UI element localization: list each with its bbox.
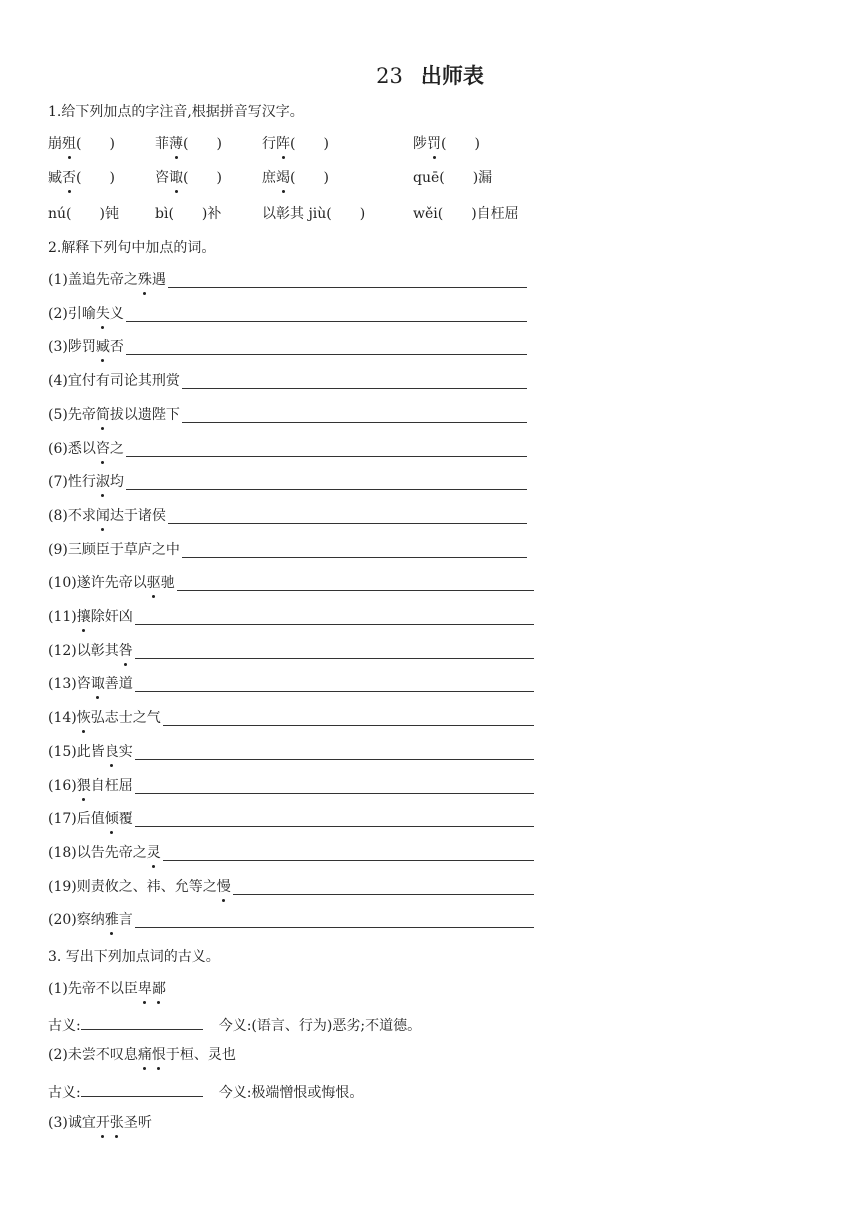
q1-item-dotted-char: 阵: [276, 136, 290, 152]
answer-blank[interactable]: [135, 745, 534, 760]
page-title: [0, 60, 860, 90]
answer-blank[interactable]: [126, 307, 527, 322]
q3-dotted-char: 开: [95, 1115, 110, 1131]
answer-blank[interactable]: [168, 273, 527, 288]
q1-item-text: ( ): [290, 136, 329, 152]
q2-item-text: (9)三顾臣于草庐之中: [48, 541, 180, 558]
answer-blank[interactable]: [182, 374, 527, 389]
q2-item: [48, 607, 133, 627]
q1-item[interactable]: [262, 134, 329, 154]
q2-item-text: (15)此皆: [48, 743, 105, 760]
q2-item-text: 达于诸侯: [109, 507, 166, 524]
q2-item-text: (3)陟罚: [48, 339, 96, 356]
q1-item-text: ( ): [76, 136, 115, 152]
q1-item[interactable]: [48, 204, 119, 224]
q2-item-dotted-char: 恢: [76, 710, 91, 727]
q2-item-text: 除奸凶: [90, 609, 133, 625]
q2-item-text: (12)以彰其: [48, 642, 119, 659]
q2-item: [48, 809, 133, 829]
gu-yi-blank[interactable]: [81, 1082, 203, 1097]
q1-item-text: nú( )钝: [48, 206, 119, 222]
q2-item-text: 均: [109, 474, 124, 491]
answer-blank[interactable]: [182, 408, 527, 423]
q1-item-text: quē( )漏: [413, 170, 493, 186]
q3-sentence: [48, 1113, 152, 1133]
answer-blank[interactable]: [135, 610, 534, 625]
answer-blank[interactable]: [135, 677, 534, 692]
answer-blank[interactable]: [135, 644, 534, 659]
q2-item-text: (17)后值: [48, 811, 105, 828]
q2-item-dotted-char: 咎: [118, 642, 133, 659]
q1-item-text: 崩: [48, 136, 62, 152]
q3-sentence-text: (2)未尝不叹息: [48, 1047, 138, 1063]
q3-answer-row: [48, 1082, 363, 1103]
q2-instruction: 2.解释下列句中加点的词。: [48, 240, 216, 256]
q1-item-text: ( ): [183, 170, 222, 186]
q2-item: [48, 742, 133, 762]
q2-item-text: (5)先帝: [48, 406, 96, 423]
q2-item-dotted-char: 攘: [76, 609, 91, 625]
q2-item-text: 否: [109, 339, 124, 356]
q3-sentence-text: (3)诚宜: [48, 1115, 96, 1131]
q2-item: [48, 337, 124, 357]
q1-item[interactable]: [413, 204, 519, 224]
q2-item-text: 弘志士之气: [90, 710, 161, 727]
q2-item-text: (2)引喻: [48, 305, 96, 322]
q2-item: [48, 573, 175, 593]
q2-item-dotted-char: 简: [95, 406, 110, 423]
q2-item-text: (7)性行: [48, 474, 96, 491]
answer-blank[interactable]: [135, 913, 534, 928]
q2-item-dotted-char: 慢: [216, 878, 231, 895]
q2-item-dotted-char: 闻: [95, 507, 110, 524]
q1-item-text: 行: [262, 136, 276, 152]
q3-dotted-char: 卑: [137, 981, 152, 997]
lesson-number: 23: [376, 64, 403, 88]
q2-item-text: 善道: [104, 676, 133, 693]
q2-item-dotted-char: 咨: [95, 440, 110, 457]
q3-sentence-text: 圣听: [123, 1115, 152, 1131]
q2-item-text: (8)不求: [48, 507, 96, 524]
answer-blank[interactable]: [177, 576, 534, 591]
q2-item: [48, 371, 180, 391]
q2-item-text: 言: [118, 912, 133, 929]
q2-item-text: 义: [109, 305, 124, 322]
q3-answer-row: [48, 1015, 421, 1036]
q3-sentence: [48, 1045, 236, 1065]
q2-item-text: (14): [48, 710, 77, 727]
q2-item-text: (1)盖追先帝之: [48, 272, 138, 288]
gu-yi-label: 古义:: [48, 1085, 81, 1101]
q2-item-dotted-char: 雅: [104, 912, 119, 929]
q2-item-text: 遇: [151, 272, 166, 288]
answer-blank[interactable]: [233, 880, 534, 895]
q2-item-dotted-char: 灵: [146, 844, 161, 861]
q1-item-dotted-char: 薄: [169, 136, 183, 152]
q2-item: [48, 641, 133, 661]
q1-item[interactable]: [413, 168, 492, 188]
q1-item-dotted-char: 竭: [276, 170, 290, 186]
q3-dotted-char: 痛: [137, 1047, 152, 1063]
q2-item-text: 之: [109, 440, 124, 457]
q1-item-text: 以彰其 jiù( ): [262, 206, 366, 222]
q2-item-text: 覆: [118, 811, 133, 828]
q2-item: [48, 506, 166, 526]
q2-item-text: (4)宜付有司论其刑赏: [48, 373, 180, 390]
q2-item: [48, 304, 124, 324]
q1-item[interactable]: [155, 204, 221, 224]
q1-item-dotted-char: 诹: [169, 170, 183, 186]
q1-item-text: ( ): [441, 136, 480, 152]
q1-item[interactable]: [155, 134, 222, 154]
q1-item-text: 臧: [48, 170, 62, 186]
q2-item: [48, 270, 166, 290]
q1-item-text: wěi( )自枉屈: [413, 206, 519, 222]
q3-sentence-text: 于桓、灵也: [165, 1047, 236, 1063]
answer-blank[interactable]: [135, 812, 534, 827]
q2-item-dotted-char: 诹: [90, 676, 105, 693]
gu-yi-label: 古义:: [48, 1018, 81, 1034]
q1-item-text: 菲: [155, 136, 169, 152]
q2-item-text: 实: [118, 743, 133, 760]
q2-item-text: 拔以遗陛下: [109, 406, 180, 423]
lesson-title: 出师表: [420, 63, 484, 88]
answer-blank[interactable]: [182, 543, 527, 558]
jin-yi-text: 今义:(语言、行为)恶劣;不道德。: [218, 1018, 422, 1034]
q2-item: [48, 877, 231, 897]
q2-item-text: 驰: [160, 575, 175, 592]
q2-item-text: 自枉屈: [90, 777, 133, 794]
q2-item-text: (20)察纳: [48, 912, 105, 929]
q2-item: [48, 439, 124, 459]
q2-item-dotted-char: 失: [95, 305, 110, 322]
q2-item: [48, 674, 133, 694]
answer-blank[interactable]: [126, 340, 527, 355]
answer-blank[interactable]: [135, 779, 534, 794]
q1-item[interactable]: [262, 168, 329, 188]
q3-sentence-text: (1)先帝不以臣: [48, 981, 138, 997]
q1-item-text: 陟: [413, 136, 427, 152]
q2-item: [48, 540, 180, 560]
q1-item-dotted-char: 罚: [427, 136, 441, 152]
q2-item-dotted-char: 臧: [95, 339, 110, 356]
q1-item-text: 庶: [262, 170, 276, 186]
q1-item-text: ( ): [76, 170, 115, 186]
q2-item-dotted-char: 倾: [104, 811, 119, 828]
answer-blank[interactable]: [126, 442, 527, 457]
q2-item-dotted-char: 猥: [76, 777, 91, 794]
q3-dotted-char: 张: [109, 1115, 124, 1131]
q2-item: [48, 405, 180, 425]
q2-item-dotted-char: 殊: [137, 272, 152, 288]
q1-item-text: ( ): [183, 136, 222, 152]
q1-instruction: 1.给下列加点的字注音,根据拼音写汉字。: [48, 104, 304, 120]
answer-blank[interactable]: [168, 509, 527, 524]
q1-item-dotted-char: 殂: [62, 136, 76, 152]
q2-item: [48, 708, 161, 728]
q2-item-dotted-char: 淑: [95, 474, 110, 491]
q2-item: [48, 843, 161, 863]
q1-item[interactable]: [413, 134, 480, 154]
q3-dotted-char: 恨: [151, 1047, 166, 1063]
q1-item-text: bì( )补: [155, 206, 222, 222]
answer-blank[interactable]: [163, 846, 534, 861]
q2-item-dotted-char: 良: [104, 743, 119, 760]
q2-item-text: (13)咨: [48, 676, 91, 693]
q2-item: [48, 472, 124, 492]
q2-item-text: (11): [48, 609, 77, 625]
q3-sentence: [48, 979, 166, 999]
answer-blank[interactable]: [126, 475, 527, 490]
q1-item[interactable]: [48, 134, 115, 154]
q1-item-text: ( ): [290, 170, 329, 186]
q2-item-dotted-char: 驱: [146, 575, 161, 592]
q2-item: [48, 910, 133, 930]
q3-instruction: 3. 写出下列加点词的古义。: [48, 949, 220, 965]
gu-yi-blank[interactable]: [81, 1015, 203, 1030]
q2-item-text: (19)则责攸之、祎、允等之: [48, 878, 217, 895]
q2-item-text: (16): [48, 777, 77, 794]
jin-yi-text: 今义:极端憎恨或悔恨。: [218, 1085, 364, 1101]
q2-item-text: (10)遂许先帝以: [48, 575, 147, 592]
q1-item-dotted-char: 否: [62, 170, 76, 186]
q1-item-text: 咨: [155, 170, 169, 186]
q2-item: [48, 776, 133, 796]
answer-blank[interactable]: [163, 711, 534, 726]
q2-item-text: (18)以告先帝之: [48, 844, 147, 861]
q1-item[interactable]: [48, 168, 115, 188]
q1-item[interactable]: [155, 168, 222, 188]
q3-dotted-char: 鄙: [151, 981, 166, 997]
q2-item-text: (6)悉以: [48, 440, 96, 457]
q1-item[interactable]: [262, 204, 365, 224]
